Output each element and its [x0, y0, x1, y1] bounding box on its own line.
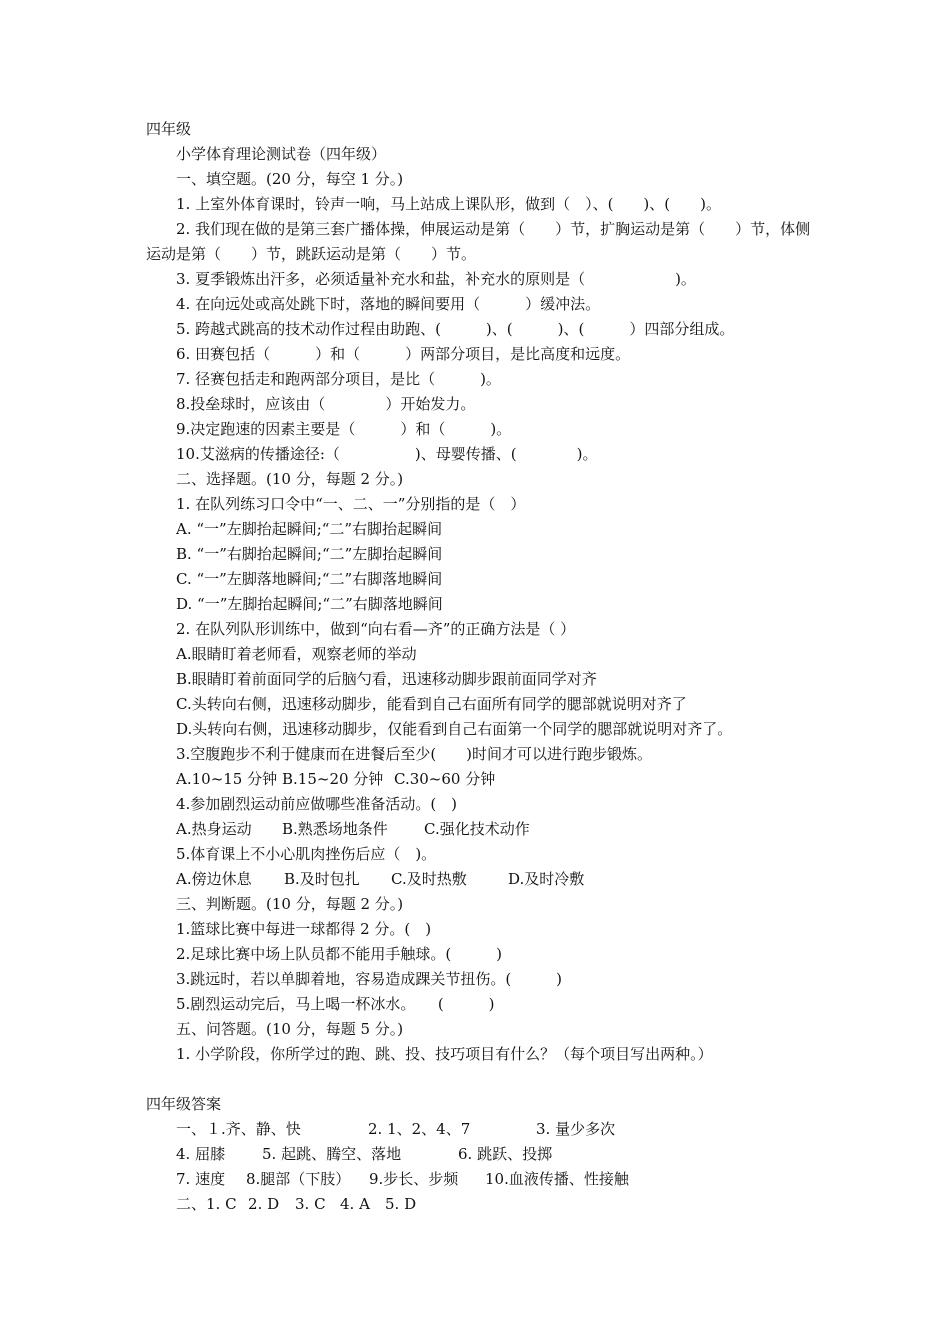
answer-item: 7. 速度 — [176, 1170, 226, 1188]
choice-5-option-c: C.及时热敷 — [391, 870, 467, 888]
answers-row-1 — [146, 1117, 816, 1142]
answer-item: 3. C — [295, 1195, 326, 1213]
answer-item: 5. D — [385, 1195, 417, 1213]
choice-question-2: 2. 在队列队形训练中，做到“向右看—齐”的正确方法是（ ） — [176, 620, 576, 638]
choice-3-options — [146, 767, 816, 792]
fill-question-6: 6. 田赛包括（ ）和（ ）两部分项目，是比高度和远度。 — [176, 345, 631, 363]
answer-item: 6. 跳跃、投掷 — [458, 1145, 553, 1163]
section-qa-heading: 五、问答题。(10 分，每题 5 分。) — [176, 1020, 404, 1038]
choice-question-5: 5.体育课上不小心肌肉挫伤后应（ )。 — [176, 845, 437, 863]
choice-4-options — [146, 817, 816, 842]
choice-4-option-b: B.熟悉场地条件 — [282, 820, 388, 838]
fill-question-8: 8.投垒球时，应该由（ ）开始发力。 — [176, 395, 476, 413]
choice-5-option-d: D.及时冷敷 — [508, 870, 585, 888]
answer-item: 4. A — [340, 1195, 370, 1213]
judge-question-5: 5.剧烈运动完后，马上喝一杯冰水。 ( ) — [176, 995, 495, 1013]
fill-question-3: 3. 夏季锻炼出汗多，必须适量补充水和盐，补充水的原则是（ )。 — [176, 270, 696, 288]
judge-question-2: 2.足球比赛中场上队员都不能用手触球。( ) — [176, 945, 503, 963]
choice-5-option-b: B.及时包扎 — [284, 870, 360, 888]
fill-question-5: 5. 跨越式跳高的技术动作过程由助跑、( )、( )、( ）四部分组成。 — [176, 320, 735, 338]
choice-2-option-a: A.眼睛盯着老师看，观察老师的举动 — [176, 645, 417, 663]
answers-row-4 — [146, 1192, 816, 1217]
answer-item: 二、1. C — [176, 1195, 237, 1213]
choice-5-option-a: A.傍边休息 — [176, 870, 252, 888]
spacer — [146, 1067, 816, 1092]
qa-question-1: 1. 小学阶段，你所学过的跑、跳、投、技巧项目有什么？（每个项目写出两种。） — [176, 1045, 713, 1063]
answer-item: 4. 屈膝 — [176, 1145, 226, 1163]
answer-item: 9.步长、步频 — [369, 1170, 459, 1188]
section-fill-blank-heading: 一、填空题。(20 分，每空 1 分。) — [176, 170, 404, 188]
fill-question-9: 9.决定跑速的因素主要是（ ）和（ )。 — [176, 420, 512, 438]
answer-item: 5. 起跳、腾空、落地 — [262, 1145, 402, 1163]
choice-question-1: 1. 在队列练习口令中“一、二、一”分别指的是（ ） — [176, 495, 526, 513]
fill-question-4: 4. 在向远处或高处跳下时，落地的瞬间要用（ ）缓冲法。 — [176, 295, 601, 313]
fill-question-7: 7. 径赛包括走和跑两部分项目，是比（ )。 — [176, 370, 501, 388]
choice-5-options — [146, 867, 816, 892]
section-choice-heading: 二、选择题。(10 分，每题 2 分。) — [176, 470, 404, 488]
answers-row-2 — [146, 1142, 816, 1167]
fill-question-1: 1. 上室外体育课时，铃声一响，马上站成上课队形，做到（ ）、( )、( )。 — [176, 195, 721, 213]
choice-question-4: 4.参加剧烈运动前应做哪些准备活动。( ) — [176, 795, 458, 813]
choice-4-option-a: A.热身运动 — [176, 820, 252, 838]
section-judge-heading: 三、判断题。(10 分，每题 2 分。) — [176, 895, 404, 913]
answer-item: 8.腿部（下肢） — [246, 1170, 351, 1188]
choice-1-option-b: B. “一”右脚抬起瞬间;“二”左脚抬起瞬间 — [176, 545, 443, 563]
choice-4-option-c: C.强化技术动作 — [424, 820, 530, 838]
choice-1-option-a: A. “一”左脚抬起瞬间;“二”右脚抬起瞬间 — [176, 520, 443, 538]
answer-item: 2. 1、2、4、7 — [368, 1120, 471, 1138]
answer-item: 10.血液传播、性接触 — [485, 1170, 629, 1188]
fill-question-2: 2. 我们现在做的是第三套广播体操，伸展运动是第（ ）节，扩胸运动是第（ ）节，体侧运动是第（ ）节，跳跃运动是第（ ）节。 — [146, 220, 811, 263]
judge-question-1: 1.篮球比赛中每进一球都得 2 分。( ) — [176, 920, 432, 938]
exam-document — [146, 117, 816, 1217]
choice-question-3: 3.空腹跑步不利于健康而在进餐后至少( )时间才可以进行跑步锻炼。 — [176, 745, 653, 763]
choice-3-option-c: C.30~60 分钟 — [394, 770, 496, 788]
fill-question-10: 10.艾滋病的传播途径:（ )、母婴传播、( )。 — [176, 445, 598, 463]
choice-2-option-d: D.头转向右侧，迅速移动脚步，仅能看到自己右面第一个同学的腮部就说明对齐了。 — [176, 720, 733, 738]
choice-3-option-b: B.15~20 分钟 — [282, 770, 384, 788]
answer-item: 2. D — [248, 1195, 280, 1213]
choice-3-option-a: A.10~15 分钟 — [176, 770, 278, 788]
grade-label: 四年级 — [146, 120, 192, 138]
choice-2-option-c: C.头转向右侧，迅速移动脚步，能看到自己右面所有同学的腮部就说明对齐了 — [176, 695, 687, 713]
judge-question-3: 3.跳远时，若以单脚着地，容易造成踝关节扭伤。( ) — [176, 970, 563, 988]
exam-title: 小学体育理论测试卷（四年级） — [176, 145, 387, 163]
answer-item: 3. 量少多次 — [536, 1120, 616, 1138]
choice-1-option-c: C. “一”左脚落地瞬间;“二”右脚落地瞬间 — [176, 570, 443, 588]
choice-1-option-d: D. “一”左脚抬起瞬间;“二”右脚落地瞬间 — [176, 595, 443, 613]
answers-row-3 — [146, 1167, 816, 1192]
choice-2-option-b: B.眼睛盯着前面同学的后脑勺看，迅速移动脚步跟前面同学对齐 — [176, 670, 597, 688]
answer-item: 一、１.齐、静、快 — [176, 1120, 301, 1138]
answers-title: 四年级答案 — [146, 1095, 222, 1113]
